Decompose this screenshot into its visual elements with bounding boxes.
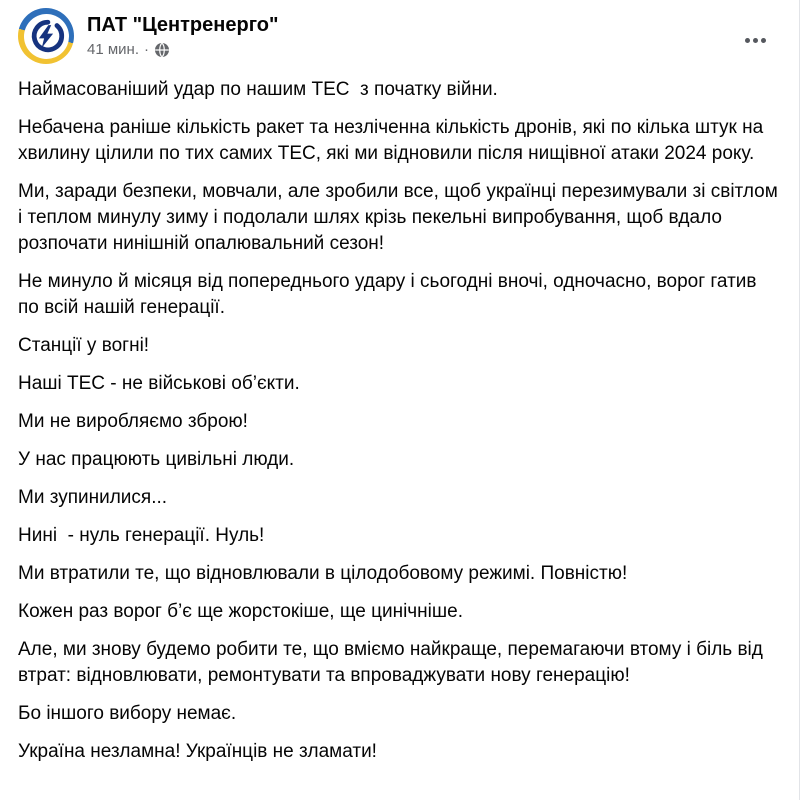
ellipsis-icon [745,38,750,43]
post-paragraph: Наймасованіший удар по нашим ТЕС з початку війни. [18,79,498,100]
header-info [87,8,278,60]
author-name[interactable]: ПАТ "Центренерго" [87,14,279,36]
post-meta [87,40,278,60]
post-paragraph: Ми втратили те, що відновлювали в цілодобовому режимі. Повністю! [18,563,628,584]
post-paragraph: Небачена раніше кількість ракет та незліченна кількість дронів, які по кілька штук на хвилину цілили по тих самих ТЕС, які ми відновили після нищівної атаки 2024 року. [18,117,769,164]
post-text [18,77,784,765]
post-paragraph: Бо іншого вибору немає. [18,703,237,724]
globe-icon [154,42,170,58]
meta-separator: · [144,41,149,58]
post-paragraph: Станції у вогні! [18,335,150,356]
post-paragraph: Нині - нуль генерації. Нуль! [18,525,265,546]
post-paragraph: Наші ТЕС - не військові об’єкти. [18,373,300,394]
post-paragraph: Ми, заради безпеки, мовчали, але зробили все, щоб українці перезимували зі світлом і теплом минулу зиму і подолали шлях крізь пекельні випробування, щоб вдало розпочати нинішній опалювальний сезон! [18,181,784,254]
timestamp[interactable]: 41 мин. [87,41,139,58]
post-header [18,8,781,64]
post-paragraph: У нас працюють цивільні люди. [18,449,295,470]
post-paragraph: Ми зупинилися... [18,487,168,508]
avatar[interactable] [18,8,74,64]
post-paragraph: Кожен раз ворог б’є ще жорстокіше, ще цинічніше. [18,601,463,622]
centrenergo-logo-icon [24,14,69,59]
more-options-button[interactable] [737,24,773,56]
post-paragraph: Але, ми знову будемо робити те, що вміємо найкраще, перемагаючи втому і біль від втрат: відновлювати, ремонтувати та впроваджувати нову генерацію! [18,639,769,686]
post-paragraph: Не минуло й місяця від попереднього удару і сьогодні вночі, одночасно, ворог гатив по всій нашій генерації. [18,271,762,318]
post-paragraph: Ми не виробляємо зброю! [18,411,248,432]
post-paragraph: Україна незламна! Українців не зламати! [18,741,377,762]
